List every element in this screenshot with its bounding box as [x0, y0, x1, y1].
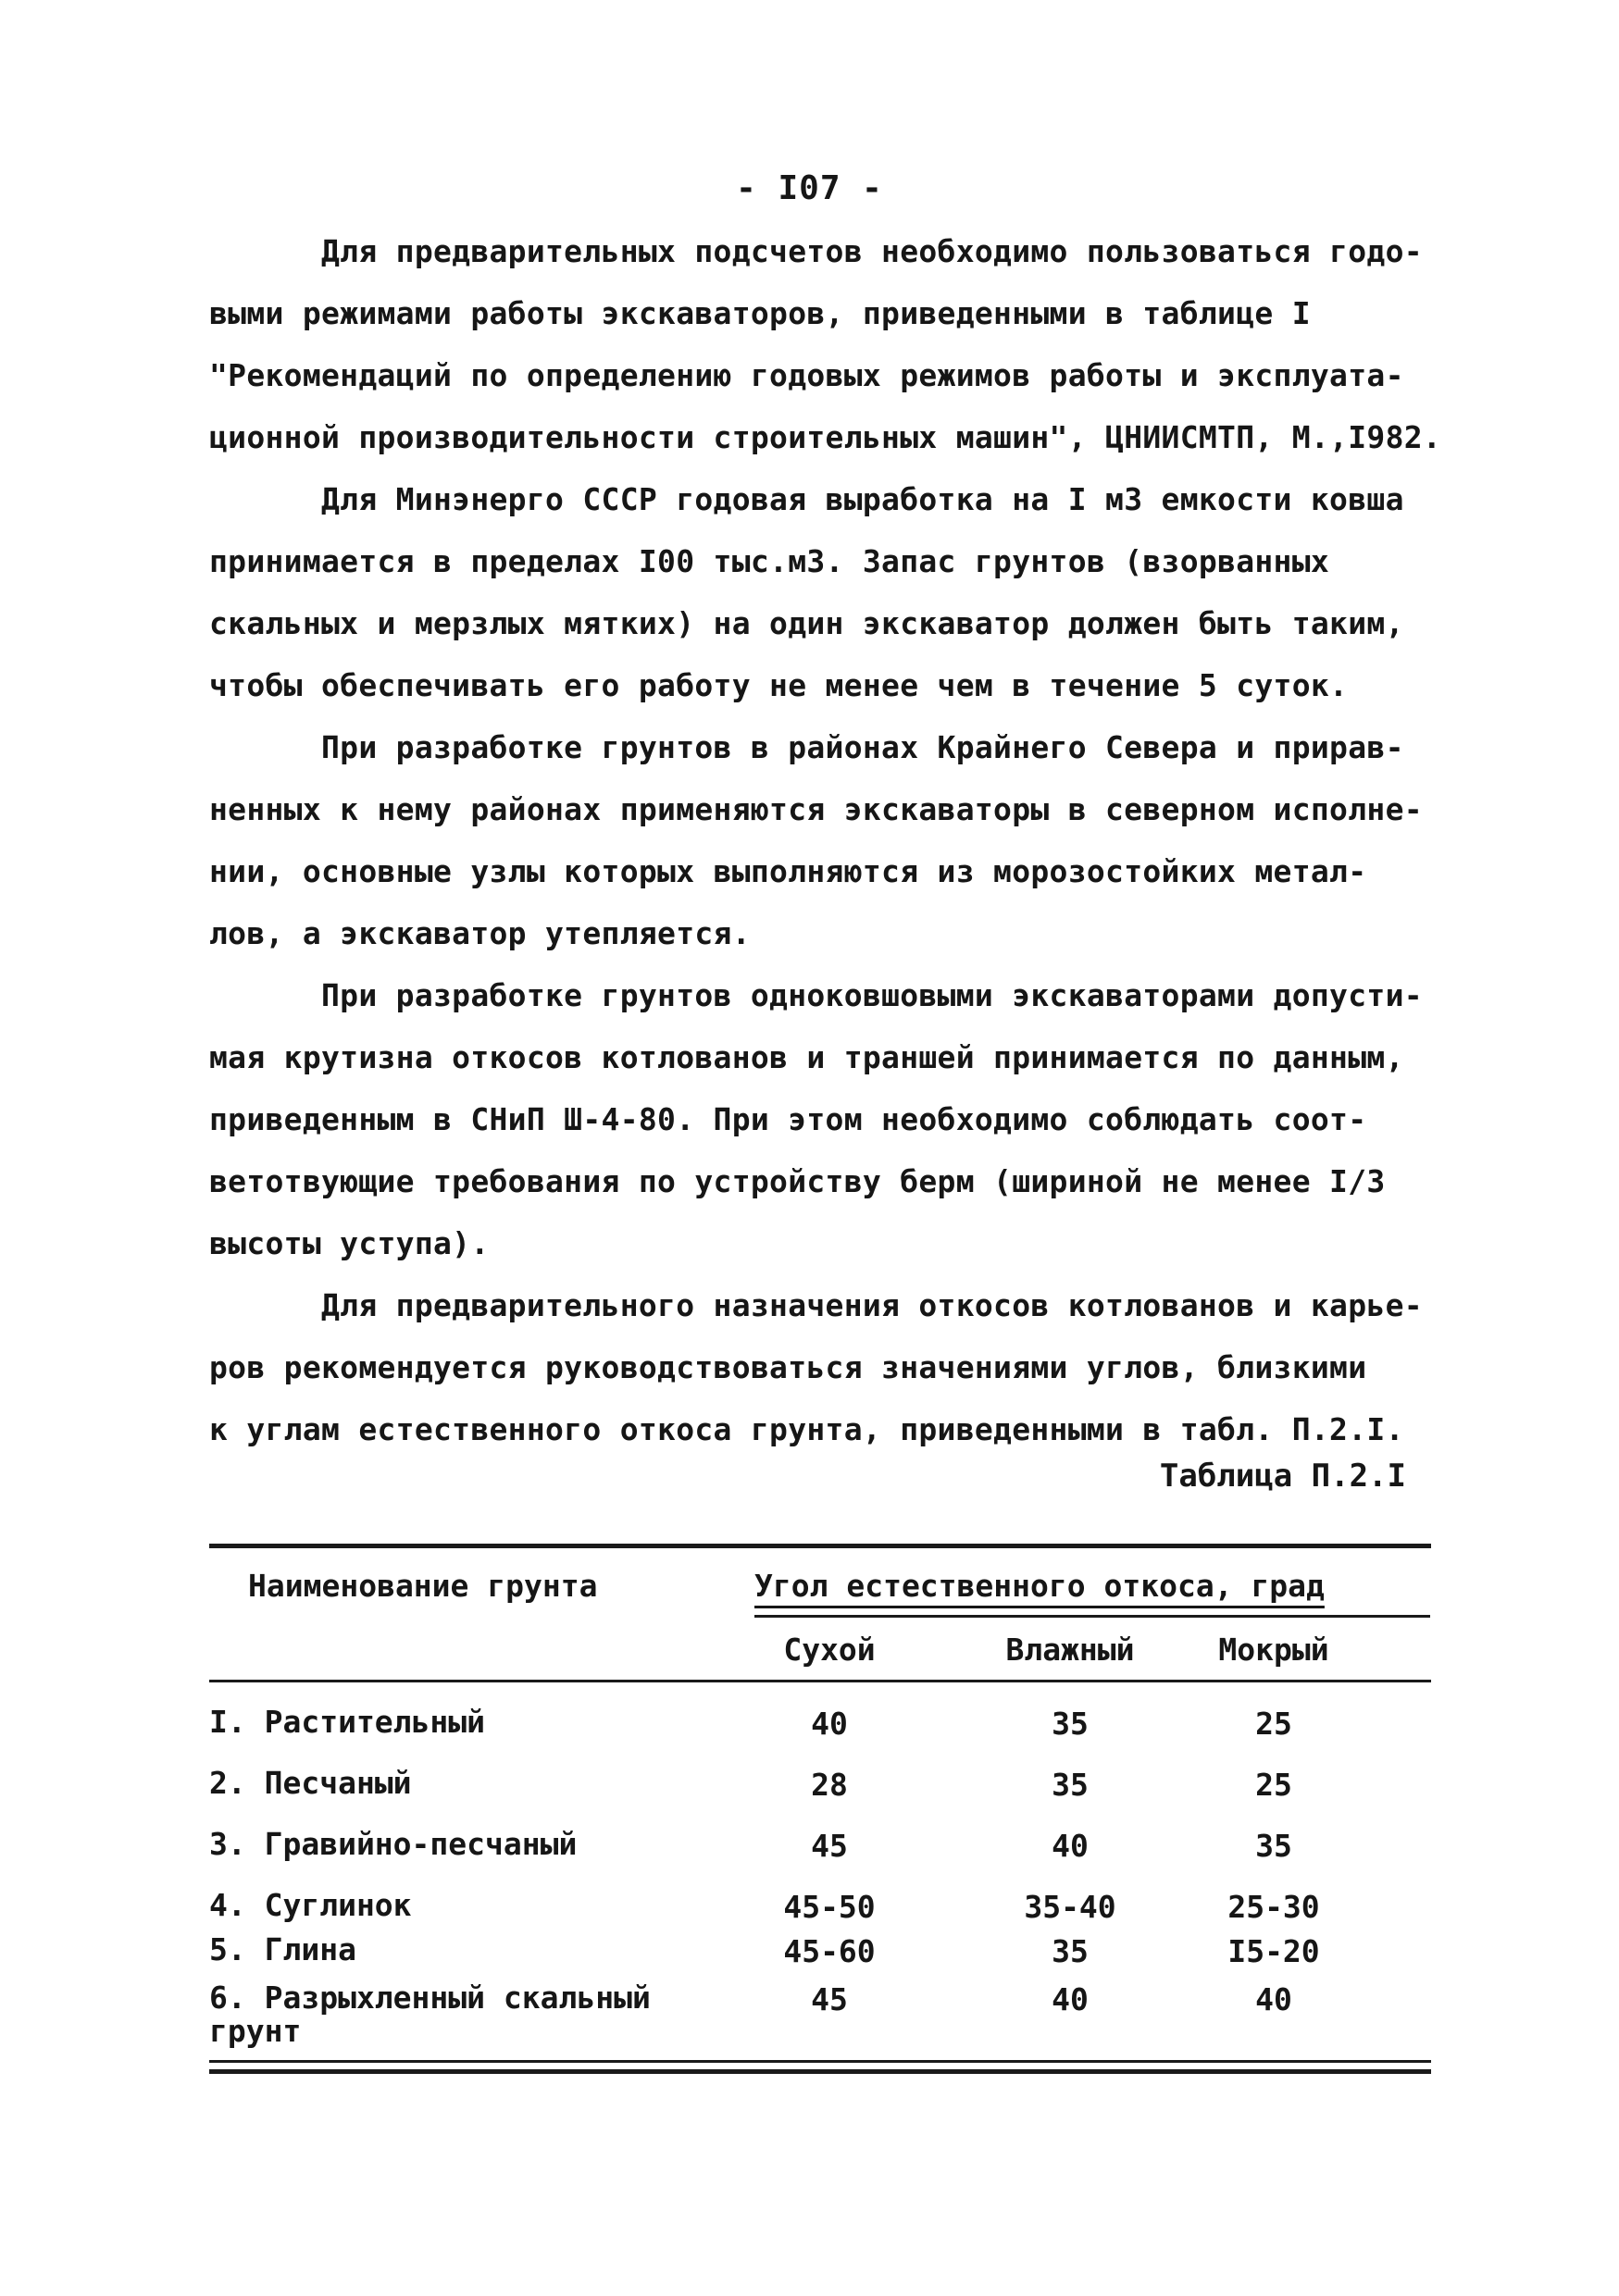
wet-angle-cell: 25	[1255, 1767, 1292, 1803]
table-header-rule	[209, 1680, 1431, 1682]
wet-angle-cell: 35	[1255, 1828, 1292, 1864]
text-line: "Рекомендаций по определению годовых режимов работы и эксплуата-	[209, 357, 1404, 393]
wet-angle-cell: 40	[1255, 1981, 1292, 2017]
moist-angle-cell: 40	[1052, 1828, 1089, 1864]
header-soil-name: Наименование грунта	[248, 1568, 598, 1604]
header-slope-angle: Угол естественного откоса, град	[754, 1568, 1325, 1604]
soil-name-cell: 2. Песчаный	[209, 1765, 412, 1801]
text-line: Для Минэнерго СССР годовая выработка на I м3 емкости ковша	[209, 481, 1404, 517]
text-line: нии, основные узлы которых выполняются из морозостойких метал-	[209, 853, 1367, 889]
dry-angle-cell: 45	[811, 1981, 848, 2017]
soil-name-cell: 5. Глина	[209, 1931, 356, 1967]
text-line: выми режимами работы экскаваторов, приведенными в таблице I	[209, 295, 1311, 331]
text-line: При разработке грунтов одноковшовыми экскаваторами допусти-	[209, 977, 1423, 1013]
table-bottom-rule	[209, 2060, 1431, 2063]
wet-angle-cell: 25-30	[1227, 1889, 1320, 1925]
text-line: приведенным в СНиП Ш-4-80. При этом необходимо соблюдать соот-	[209, 1101, 1367, 1137]
text-line: скальных и мерзлых мятких) на один экскаватор должен быть таким,	[209, 605, 1404, 641]
text-line: ветотвующие требования по устройству берм (шириной не менее I/3	[209, 1163, 1386, 1199]
dry-angle-cell: 45-60	[783, 1933, 876, 1969]
text-line: принимается в пределах I00 тыс.м3. Запас грунтов (взорванных	[209, 543, 1330, 579]
text-line: Для предварительных подсчетов необходимо пользоваться годо-	[209, 233, 1423, 269]
text-line: ционной производительности строительных машин", ЦНИИСМТП, М.,I982.	[209, 419, 1442, 455]
text-line: ненных к нему районах применяются экскаваторы в северном исполне-	[209, 791, 1423, 827]
wet-angle-cell: 25	[1255, 1706, 1292, 1742]
soil-name-cell: 3. Гравийно-песчаный	[209, 1826, 578, 1862]
table-top-rule	[209, 1544, 1431, 1548]
text-line: При разработке грунтов в районах Крайнего Севера и прирав-	[209, 729, 1404, 765]
subheader-moist: Влажный	[1005, 1632, 1135, 1668]
text-line: к углам естественного откоса грунта, приведенными в табл. П.2.I.	[209, 1411, 1404, 1447]
subheader-dry: Сухой	[783, 1632, 876, 1668]
table-subheader-rule	[754, 1615, 1430, 1618]
paragraph-block	[209, 220, 1440, 1460]
text-line: ров рекомендуется руководствоваться значениями углов, близкими	[209, 1349, 1367, 1385]
moist-angle-cell: 40	[1052, 1981, 1089, 2017]
text-line: лов, а экскаватор утепляется.	[209, 915, 751, 951]
text-line: Для предварительного назначения откосов котлованов и карье-	[209, 1287, 1423, 1323]
dry-angle-cell: 45	[811, 1828, 848, 1864]
dry-angle-cell: 28	[811, 1767, 848, 1803]
soil-name-cell: 6. Разрыхленный скальный грунт	[209, 1980, 651, 2049]
table-caption: Таблица П.2.I	[1159, 1458, 1406, 1495]
soil-name-cell: 4. Суглинок	[209, 1887, 412, 1923]
page-number: - I07 -	[736, 169, 883, 207]
moist-angle-cell: 35	[1052, 1706, 1089, 1742]
text-line: мая крутизна откосов котлованов и траншей принимается по данным,	[209, 1039, 1404, 1075]
subheader-wet: Мокрый	[1218, 1632, 1329, 1668]
wet-angle-cell: I5-20	[1227, 1933, 1320, 1969]
dry-angle-cell: 40	[811, 1706, 848, 1742]
moist-angle-cell: 35	[1052, 1767, 1089, 1803]
text-line: высоты уступа).	[209, 1225, 490, 1261]
moist-angle-cell: 35-40	[1024, 1889, 1116, 1925]
soil-name-cell: I. Растительный	[209, 1704, 486, 1740]
table-bottom-rule	[209, 2069, 1431, 2074]
moist-angle-cell: 35	[1052, 1933, 1089, 1969]
dry-angle-cell: 45-50	[783, 1889, 876, 1925]
text-line: чтобы обеспечивать его работу не менее чем в течение 5 суток.	[209, 667, 1349, 703]
